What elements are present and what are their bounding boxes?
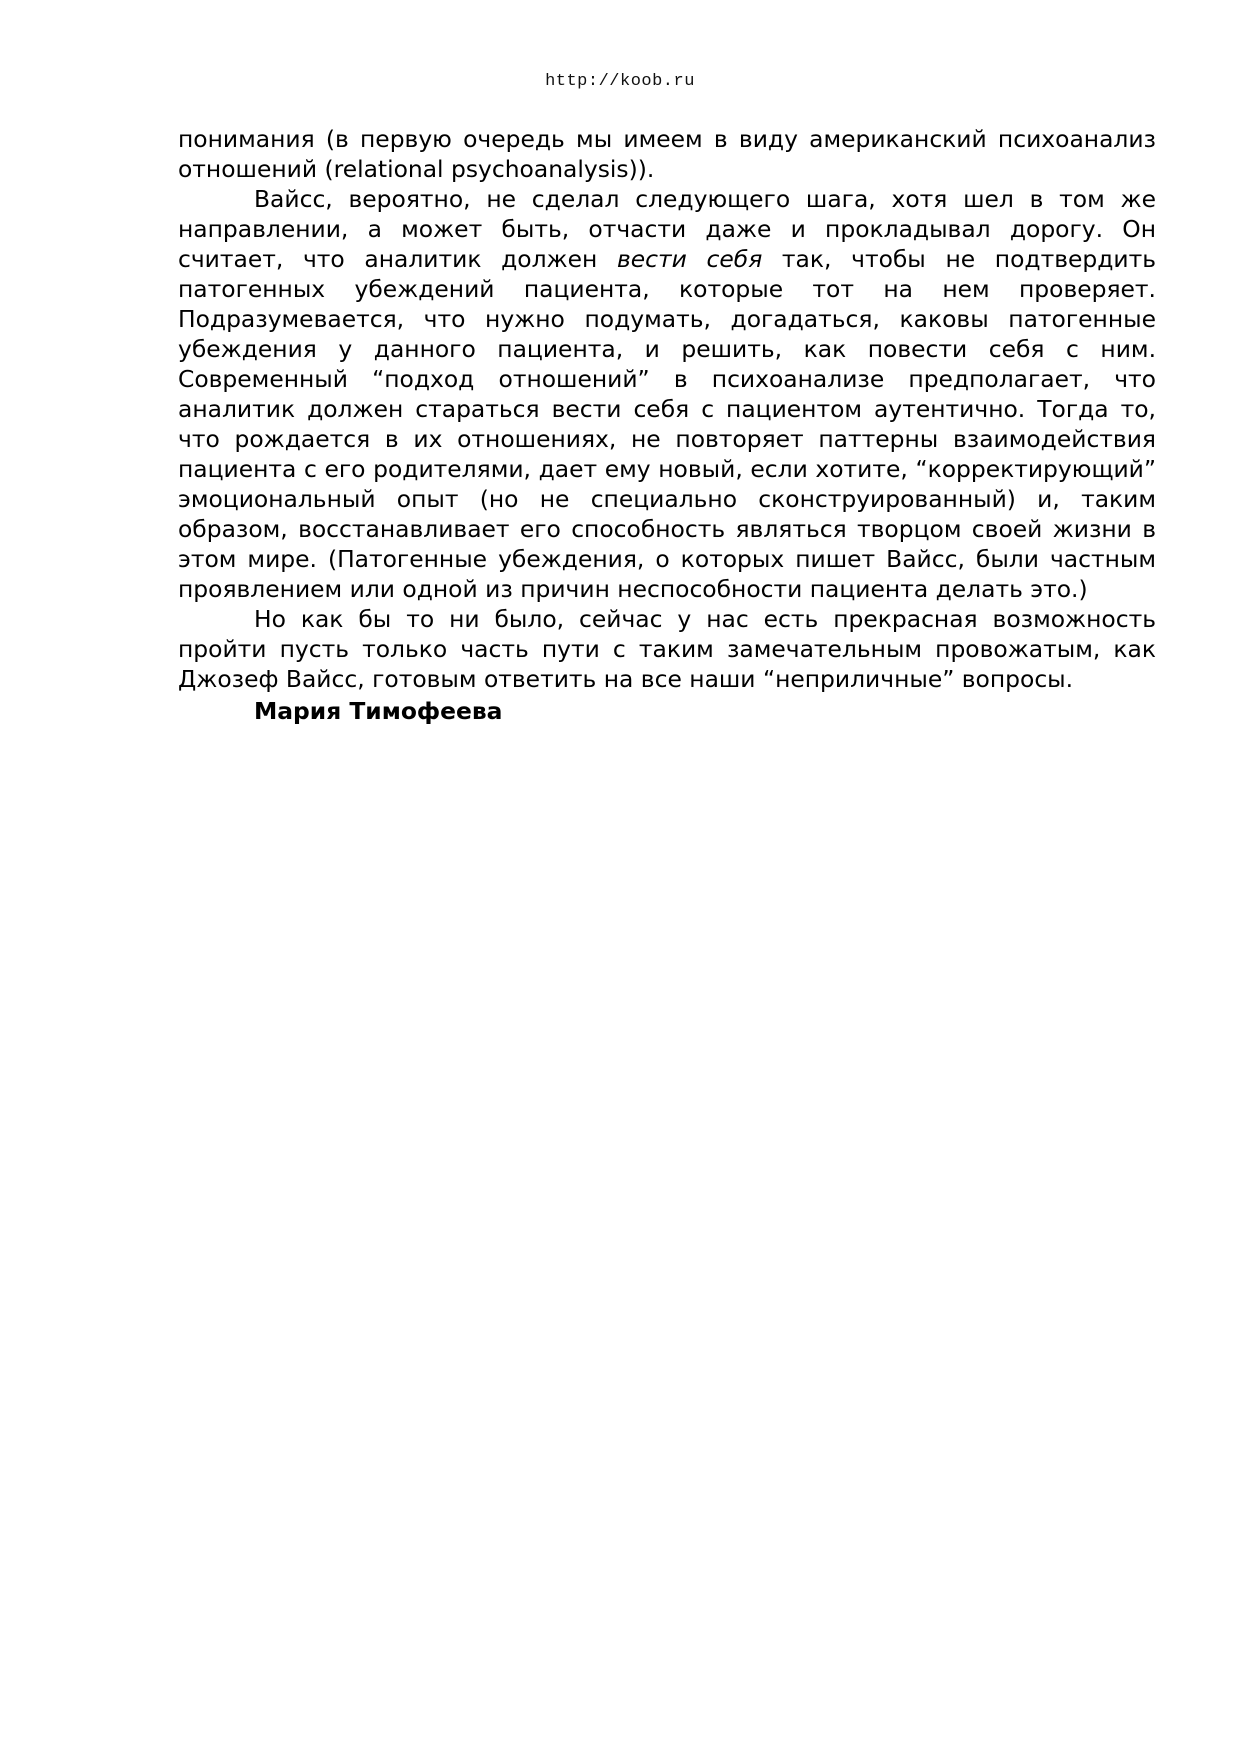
paragraph-2-italic: вести себя xyxy=(616,245,763,273)
paragraph-1: понимания (в первую очередь мы имеем в виду американский психоанализ отношений (relational psychoanalysis)). xyxy=(178,125,1156,183)
paragraph-2 xyxy=(178,184,1156,604)
paragraph-3: Но как бы то ни было, сейчас у нас есть прекрасная возможность пройти пусть только часть пути с таким замечательным провожатым, как Джозеф Вайсс, готовым ответить на все наши “неприличные” вопросы. xyxy=(178,605,1156,693)
document-body xyxy=(178,124,1156,694)
author-signature: Мария Тимофеева xyxy=(254,697,503,725)
header-url: http://koob.ru xyxy=(545,72,695,91)
paragraph-2-text-start: Вайсс, вероятно, не сделал следующего шага, хотя шел в том же направлении, а может быть, отчасти даже и прокладывал дорогу. Он считает, что аналитик должен xyxy=(178,185,1156,273)
paragraph-2-text-end: так, чтобы не подтвердить патогенных убеждений пациента, которые тот на нем проверяет. Подразумевается, что нужно подумать, догадаться, каковы патогенные убеждения у данного пациента, и решить, как повести себя с ним. Современный “подход отношений” в психоанализе предполагает, что аналитик должен стараться вести себя с пациентом аутентично. Тогда то, что рождается в их отношениях, не повторяет паттерны взаимодействия пациента с его родителями, дает ему новый, если хотите, “корректирующий” эмоциональный опыт (но не специально сконструированный) и, таким образом, восстанавливает его способность являться творцом своей жизни в этом мире. (Патогенные убеждения, о которых пишет Вайсс, были частным проявлением или одной из причин неспособности пациента делать это.) xyxy=(178,245,1157,603)
